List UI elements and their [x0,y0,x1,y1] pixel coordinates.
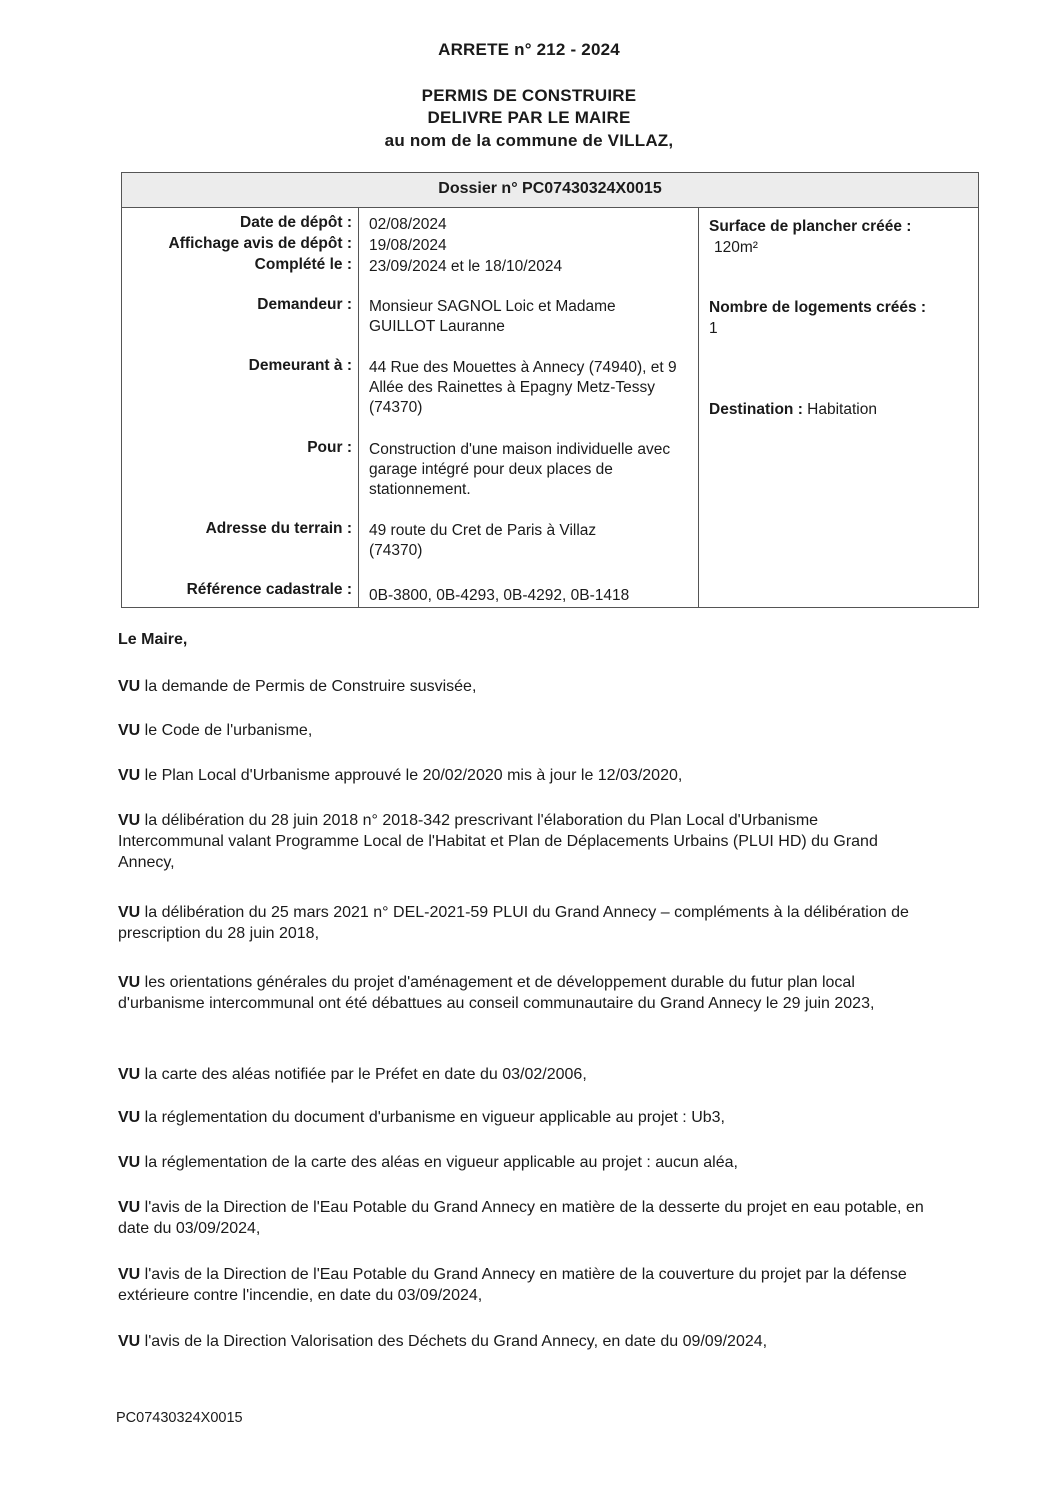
vu-paragraph [118,765,928,786]
vu-keyword: VU [118,974,141,991]
vu-keyword: VU [118,1333,141,1350]
vu-paragraph [118,720,928,741]
surface-value: 120m² [714,239,758,256]
vu-keyword: VU [118,812,141,829]
vu-text: la délibération du 25 mars 2021 n° DEL-2021-59 PLUI du Grand Annecy – compléments à la délibération de prescription du 28 juin 2018, [118,904,909,942]
label-date-depot: Date de dépôt : [240,214,352,231]
vu-paragraph [118,1152,928,1173]
vu-keyword: VU [118,767,141,784]
label-complete: Complété le : [254,256,352,273]
vu-paragraph [118,1197,928,1239]
value-complete: 23/09/2024 et le 18/10/2024 [369,258,563,275]
vu-text: la réglementation du document d'urbanisme en vigueur applicable au projet : Ub3, [140,1109,725,1126]
destination-line [709,400,974,420]
label-affichage: Affichage avis de dépôt : [168,235,352,252]
logements-value: 1 [709,320,718,337]
vu-text: la délibération du 28 juin 2018 n° 2018-342 prescrivant l'élaboration du Plan Local d'Urbanisme Intercommunal valant Programme Local de l'Habitat et Plan de Déplacements Urbains (PLUI HD) du Grand Annecy, [118,812,878,871]
vu-keyword: VU [118,722,141,739]
column-divider [698,207,699,607]
label-adresse: Adresse du terrain : [205,520,352,537]
vu-keyword: VU [118,904,141,921]
value-demeurant: 44 Rue des Mouettes à Annecy (74940), et 9 Allée des Rainettes à Epagny Metz-Tessy (74370) [369,359,677,416]
value-reference: 0B-3800, 0B-4293, 0B-4292, 0B-1418 [369,587,630,604]
value-adresse: 49 route du Cret de Paris à Villaz (74370) [369,522,597,559]
vu-text: le Code de l'urbanisme, [140,722,313,739]
vu-keyword: VU [118,1109,141,1126]
value-demandeur: Monsieur SAGNOL Loic et Madame GUILLOT Lauranne [369,298,616,335]
vu-keyword: VU [118,1066,141,1083]
title-permis: PERMIS DE CONSTRUIRE [421,86,637,105]
vu-keyword: VU [118,1199,141,1216]
vu-paragraph [118,810,918,873]
vu-paragraph [118,972,908,1014]
vu-text: l'avis de la Direction Valorisation des Déchets du Grand Annecy, en date du 09/09/2024, [140,1333,768,1350]
vu-paragraph [118,1064,928,1085]
vu-text: la demande de Permis de Construire susvisée, [140,678,477,695]
destination-value: Habitation [802,401,877,418]
vu-keyword: VU [118,1266,141,1283]
vu-text: les orientations générales du projet d'aménagement et de développement durable du futur plan local d'urbanisme intercommunal ont été débattues au conseil communautaire du Grand Annecy le 29 juin 2023, [118,974,875,1012]
vu-paragraph [118,1264,928,1306]
vu-paragraph [118,902,918,944]
vu-text: le Plan Local d'Urbanisme approuvé le 20/02/2020 mis à jour le 12/03/2020, [140,767,683,784]
surface-label: Surface de plancher créée : [709,218,912,235]
label-demandeur: Demandeur : [257,296,352,313]
vu-paragraph [118,1331,928,1352]
logements-label: Nombre de logements créés : [709,299,927,316]
value-pour: Construction d'une maison individuelle avec garage intégré pour deux places de stationnement. [369,441,671,498]
dossier-table [121,172,979,608]
value-date-depot: 02/08/2024 [369,216,447,233]
vu-paragraph [118,676,928,697]
vu-keyword: VU [118,1154,141,1171]
title-commune: au nom de la commune de VILLAZ, [384,131,674,150]
vu-text: la réglementation de la carte des aléas en vigueur applicable au projet : aucun aléa, [140,1154,738,1171]
maire-heading: Le Maire, [118,631,188,648]
label-demeurant: Demeurant à : [248,357,352,374]
column-divider [358,207,359,607]
destination-label: Destination : [709,401,803,418]
vu-text: l'avis de la Direction de l'Eau Potable du Grand Annecy en matière de la desserte du projet en eau potable, en date du 03/09/2024, [118,1199,924,1237]
vu-keyword: VU [118,678,141,695]
label-reference: Référence cadastrale : [186,581,352,598]
label-pour: Pour : [307,439,352,456]
vu-text: l'avis de la Direction de l'Eau Potable du Grand Annecy en matière de la couverture du projet par la défense extérieure contre l'incendie, en date du 03/09/2024, [118,1266,907,1304]
footer-reference: PC07430324X0015 [116,1410,243,1426]
dossier-title: Dossier n° PC07430324X0015 [122,173,978,208]
vu-text: la carte des aléas notifiée par le Préfet en date du 03/02/2006, [140,1066,587,1083]
arrete-number: ARRETE n° 212 - 2024 [438,40,620,59]
vu-paragraph [118,1107,928,1128]
title-delivre: DELIVRE PAR LE MAIRE [427,108,631,127]
value-affichage: 19/08/2024 [369,237,447,254]
